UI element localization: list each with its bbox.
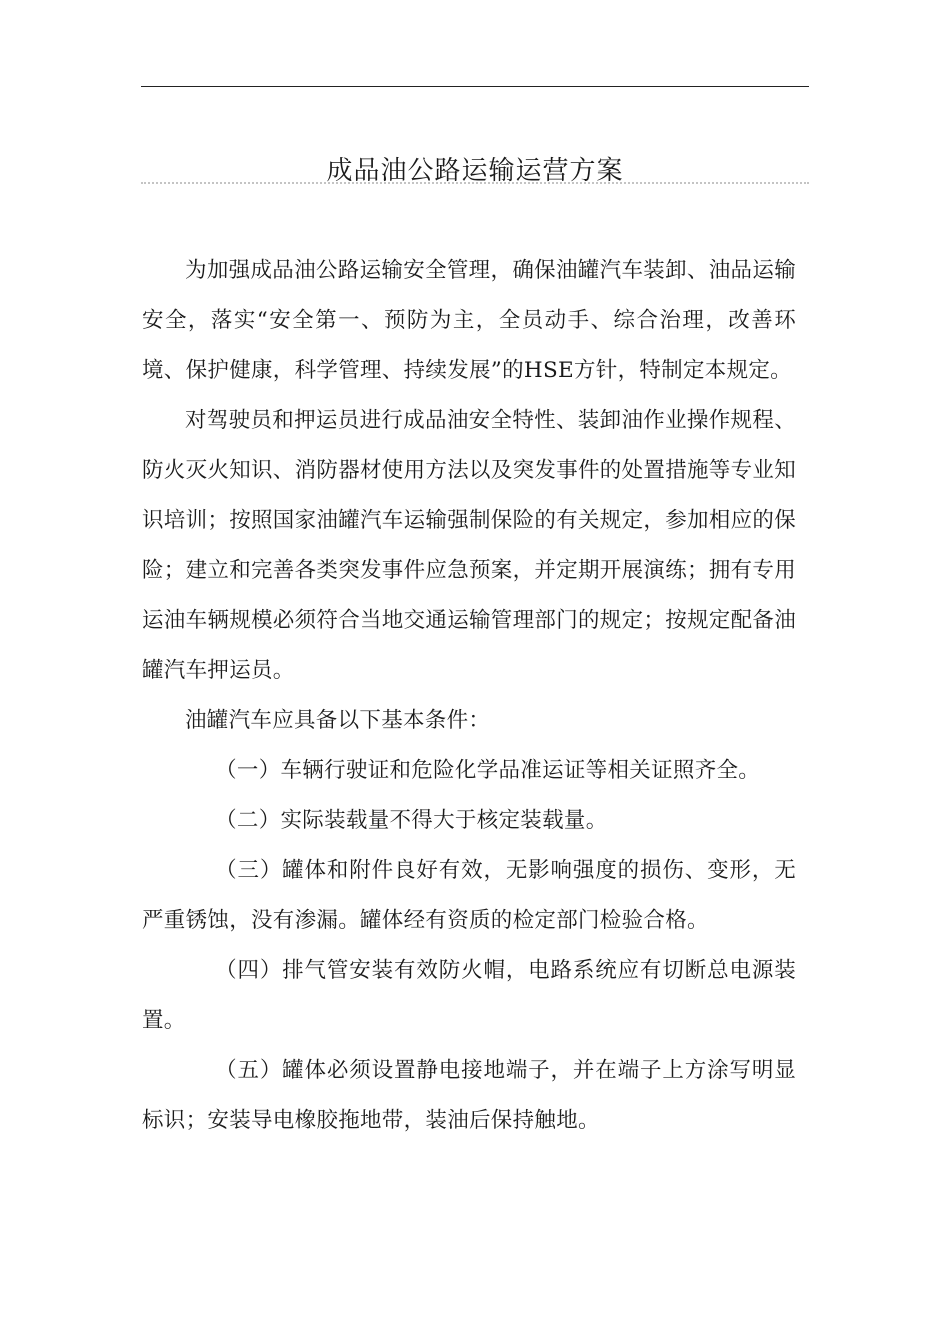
paragraph: 对驾驶员和押运员进行成品油安全特性、装卸油作业操作规程、防火灭火知识、消防器材使用方法以及突发事件的处置措施等专业知识培训；按照国家油罐汽车运输强制保险的有关规定，参加相应的保险；建立和完善各类突发事件应急预案，并定期开展演练；拥有专用运油车辆规模必须符合当地交通运输管理部门的规定；按规定配备油罐汽车押运员。 [142,408,797,683]
list-item: （二）实际装载量不得大于核定装载量。 [215,808,608,833]
paragraph: 油罐汽车应具备以下基本条件： [185,708,491,733]
list-item: （一）车辆行驶证和危险化学品准运证等相关证照齐全。 [215,758,761,783]
header-rule [141,86,809,87]
list-item: （四）排气管安装有效防火帽，电路系统应有切断总电源装置。 [142,958,796,1033]
document-body [142,246,796,1146]
title-underline [141,182,809,184]
paragraph: 为加强成品油公路运输安全管理，确保油罐汽车装卸、油品运输安全，落实“安全第一、预防为主，全员动手、综合治理，改善环境、保护健康，科学管理、持续发展”的HSE方针，特制定本规定。 [142,258,796,383]
list-item: （三）罐体和附件良好有效，无影响强度的损伤、变形，无严重锈蚀，没有渗漏。罐体经有资质的检定部门检验合格。 [142,858,796,933]
list-item: （五）罐体必须设置静电接地端子，并在端子上方涂写明显标识；安装导电橡胶拖地带，装油后保持触地。 [142,1058,796,1133]
document-title: 成品油公路运输运营方案 [326,156,624,187]
